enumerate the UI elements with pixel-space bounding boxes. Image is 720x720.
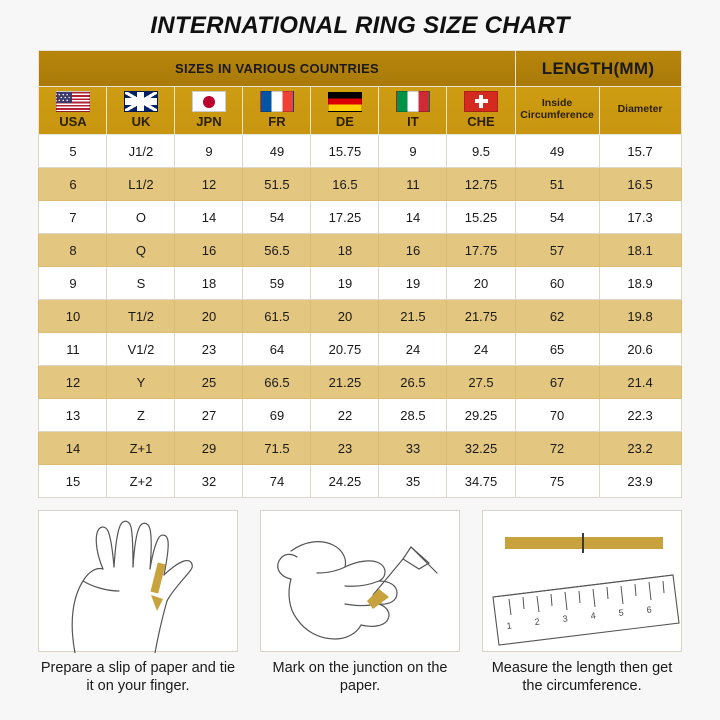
cell-fr: 61.5 bbox=[243, 300, 311, 333]
table-row bbox=[39, 234, 681, 267]
cell-de: 20.75 bbox=[311, 333, 379, 366]
table-row bbox=[39, 300, 681, 333]
cell-uk: T1/2 bbox=[107, 300, 175, 333]
flag-japan-icon bbox=[192, 91, 226, 112]
column-label-de: DE bbox=[335, 114, 354, 129]
svg-text:6: 6 bbox=[646, 604, 653, 615]
cell-che: 21.75 bbox=[447, 300, 515, 333]
column-header-jpn bbox=[175, 87, 243, 135]
cell-uk: Q bbox=[107, 234, 175, 267]
column-header-uk bbox=[107, 87, 175, 135]
cell-it: 35 bbox=[379, 465, 447, 498]
column-label-usa: USA bbox=[59, 114, 87, 129]
cell-it: 26.5 bbox=[379, 366, 447, 399]
table-header-band bbox=[39, 51, 681, 87]
svg-text:5: 5 bbox=[618, 607, 625, 618]
cell-it: 14 bbox=[379, 201, 447, 234]
cell-circumference: 67 bbox=[515, 366, 599, 399]
cell-usa: 6 bbox=[39, 168, 107, 201]
flag-switzerland-icon bbox=[464, 91, 498, 112]
cell-diameter: 18.1 bbox=[599, 234, 681, 267]
cell-circumference: 51 bbox=[515, 168, 599, 201]
cell-uk: Z bbox=[107, 399, 175, 432]
cell-che: 27.5 bbox=[447, 366, 515, 399]
cell-jpn: 12 bbox=[175, 168, 243, 201]
cell-it: 33 bbox=[379, 432, 447, 465]
column-label-uk: UK bbox=[131, 114, 151, 129]
cell-jpn: 23 bbox=[175, 333, 243, 366]
column-label-fr: FR bbox=[268, 114, 286, 129]
cell-uk: L1/2 bbox=[107, 168, 175, 201]
flag-germany-icon bbox=[328, 91, 362, 112]
svg-text:1: 1 bbox=[506, 620, 513, 631]
cell-jpn: 25 bbox=[175, 366, 243, 399]
cell-fr: 69 bbox=[243, 399, 311, 432]
svg-text:3: 3 bbox=[562, 613, 569, 624]
cell-it: 21.5 bbox=[379, 300, 447, 333]
table-row bbox=[39, 135, 681, 168]
cell-jpn: 16 bbox=[175, 234, 243, 267]
cell-jpn: 27 bbox=[175, 399, 243, 432]
cell-usa: 15 bbox=[39, 465, 107, 498]
cell-fr: 49 bbox=[243, 135, 311, 168]
table-row bbox=[39, 168, 681, 201]
cell-jpn: 14 bbox=[175, 201, 243, 234]
instruction-panels bbox=[30, 510, 690, 695]
cell-diameter: 16.5 bbox=[599, 168, 681, 201]
cell-de: 23 bbox=[311, 432, 379, 465]
table-row bbox=[39, 465, 681, 498]
cell-usa: 7 bbox=[39, 201, 107, 234]
column-header-diameter bbox=[599, 87, 681, 135]
cell-diameter: 22.3 bbox=[599, 399, 681, 432]
cell-usa: 10 bbox=[39, 300, 107, 333]
cell-de: 24.25 bbox=[311, 465, 379, 498]
cell-diameter: 23.9 bbox=[599, 465, 681, 498]
cell-diameter: 20.6 bbox=[599, 333, 681, 366]
column-label-jpn: JPN bbox=[196, 114, 222, 129]
cell-de: 19 bbox=[311, 267, 379, 300]
cell-jpn: 18 bbox=[175, 267, 243, 300]
flag-france-icon bbox=[260, 91, 294, 112]
cell-circumference: 65 bbox=[515, 333, 599, 366]
cell-de: 20 bbox=[311, 300, 379, 333]
cell-usa: 12 bbox=[39, 366, 107, 399]
cell-fr: 56.5 bbox=[243, 234, 311, 267]
cell-circumference: 72 bbox=[515, 432, 599, 465]
cell-che: 9.5 bbox=[447, 135, 515, 168]
cell-de: 21.25 bbox=[311, 366, 379, 399]
cell-it: 19 bbox=[379, 267, 447, 300]
flag-uk-icon bbox=[124, 91, 158, 112]
table-row bbox=[39, 267, 681, 300]
svg-text:4: 4 bbox=[590, 610, 597, 621]
cell-it: 28.5 bbox=[379, 399, 447, 432]
column-header-fr bbox=[243, 87, 311, 135]
cell-che: 12.75 bbox=[447, 168, 515, 201]
cell-circumference: 62 bbox=[515, 300, 599, 333]
cell-uk: S bbox=[107, 267, 175, 300]
flag-usa-icon bbox=[56, 91, 90, 112]
table-row bbox=[39, 432, 681, 465]
cell-jpn: 9 bbox=[175, 135, 243, 168]
cell-it: 11 bbox=[379, 168, 447, 201]
cell-usa: 8 bbox=[39, 234, 107, 267]
cell-diameter: 17.3 bbox=[599, 201, 681, 234]
instruction-caption-2: Mark on the junction on the paper. bbox=[272, 660, 448, 695]
cell-fr: 64 bbox=[243, 333, 311, 366]
instruction-step-2 bbox=[260, 510, 460, 695]
cell-fr: 51.5 bbox=[243, 168, 311, 201]
hand-marking-paper-illustration bbox=[260, 510, 460, 652]
cell-che: 17.75 bbox=[447, 234, 515, 267]
instruction-caption-1: Prepare a slip of paper and tie it on your finger. bbox=[40, 660, 236, 695]
ruler-measuring-strip-illustration bbox=[482, 510, 682, 652]
cell-che: 24 bbox=[447, 333, 515, 366]
cell-diameter: 18.9 bbox=[599, 267, 681, 300]
table-row bbox=[39, 201, 681, 234]
cell-uk: V1/2 bbox=[107, 333, 175, 366]
column-header-circumference bbox=[515, 87, 599, 135]
cell-it: 24 bbox=[379, 333, 447, 366]
cell-uk: O bbox=[107, 201, 175, 234]
header-countries: SIZES IN VARIOUS COUNTRIES bbox=[39, 51, 515, 87]
cell-che: 15.25 bbox=[447, 201, 515, 234]
cell-de: 22 bbox=[311, 399, 379, 432]
cell-che: 32.25 bbox=[447, 432, 515, 465]
cell-fr: 54 bbox=[243, 201, 311, 234]
ring-size-table bbox=[38, 50, 681, 498]
cell-de: 18 bbox=[311, 234, 379, 267]
column-label-circumference: Inside Circumference bbox=[520, 97, 594, 121]
cell-circumference: 70 bbox=[515, 399, 599, 432]
cell-usa: 11 bbox=[39, 333, 107, 366]
cell-jpn: 32 bbox=[175, 465, 243, 498]
cell-de: 16.5 bbox=[311, 168, 379, 201]
cell-it: 16 bbox=[379, 234, 447, 267]
hand-with-paper-slip-illustration bbox=[38, 510, 238, 652]
cell-circumference: 49 bbox=[515, 135, 599, 168]
svg-text:2: 2 bbox=[534, 616, 541, 627]
column-label-it: IT bbox=[407, 114, 419, 129]
column-label-diameter: Diameter bbox=[617, 103, 663, 116]
cell-usa: 5 bbox=[39, 135, 107, 168]
cell-circumference: 57 bbox=[515, 234, 599, 267]
cell-uk: Z+1 bbox=[107, 432, 175, 465]
cell-diameter: 19.8 bbox=[599, 300, 681, 333]
column-label-che: CHE bbox=[467, 114, 495, 129]
table-row bbox=[39, 399, 681, 432]
cell-fr: 74 bbox=[243, 465, 311, 498]
cell-fr: 66.5 bbox=[243, 366, 311, 399]
cell-fr: 59 bbox=[243, 267, 311, 300]
cell-circumference: 54 bbox=[515, 201, 599, 234]
cell-usa: 9 bbox=[39, 267, 107, 300]
cell-jpn: 29 bbox=[175, 432, 243, 465]
header-length: LENGTH(MM) bbox=[515, 51, 681, 87]
column-header-de bbox=[311, 87, 379, 135]
cell-de: 15.75 bbox=[311, 135, 379, 168]
cell-che: 29.25 bbox=[447, 399, 515, 432]
cell-it: 9 bbox=[379, 135, 447, 168]
cell-usa: 13 bbox=[39, 399, 107, 432]
cell-circumference: 60 bbox=[515, 267, 599, 300]
flag-italy-icon bbox=[396, 91, 430, 112]
page-title: INTERNATIONAL RING SIZE CHART bbox=[150, 12, 570, 39]
cell-uk: J1/2 bbox=[107, 135, 175, 168]
cell-diameter: 15.7 bbox=[599, 135, 681, 168]
column-header-che bbox=[447, 87, 515, 135]
instruction-step-1 bbox=[38, 510, 238, 695]
cell-uk: Y bbox=[107, 366, 175, 399]
cell-usa: 14 bbox=[39, 432, 107, 465]
table-row bbox=[39, 333, 681, 366]
cell-che: 20 bbox=[447, 267, 515, 300]
cell-jpn: 20 bbox=[175, 300, 243, 333]
column-header-usa bbox=[39, 87, 107, 135]
instruction-caption-3: Measure the length then get the circumference. bbox=[491, 660, 673, 695]
cell-che: 34.75 bbox=[447, 465, 515, 498]
cell-circumference: 75 bbox=[515, 465, 599, 498]
cell-de: 17.25 bbox=[311, 201, 379, 234]
cell-diameter: 21.4 bbox=[599, 366, 681, 399]
cell-fr: 71.5 bbox=[243, 432, 311, 465]
cell-uk: Z+2 bbox=[107, 465, 175, 498]
instruction-step-3 bbox=[482, 510, 682, 695]
cell-diameter: 23.2 bbox=[599, 432, 681, 465]
column-header-it bbox=[379, 87, 447, 135]
table-country-row bbox=[39, 87, 681, 135]
table-row bbox=[39, 366, 681, 399]
